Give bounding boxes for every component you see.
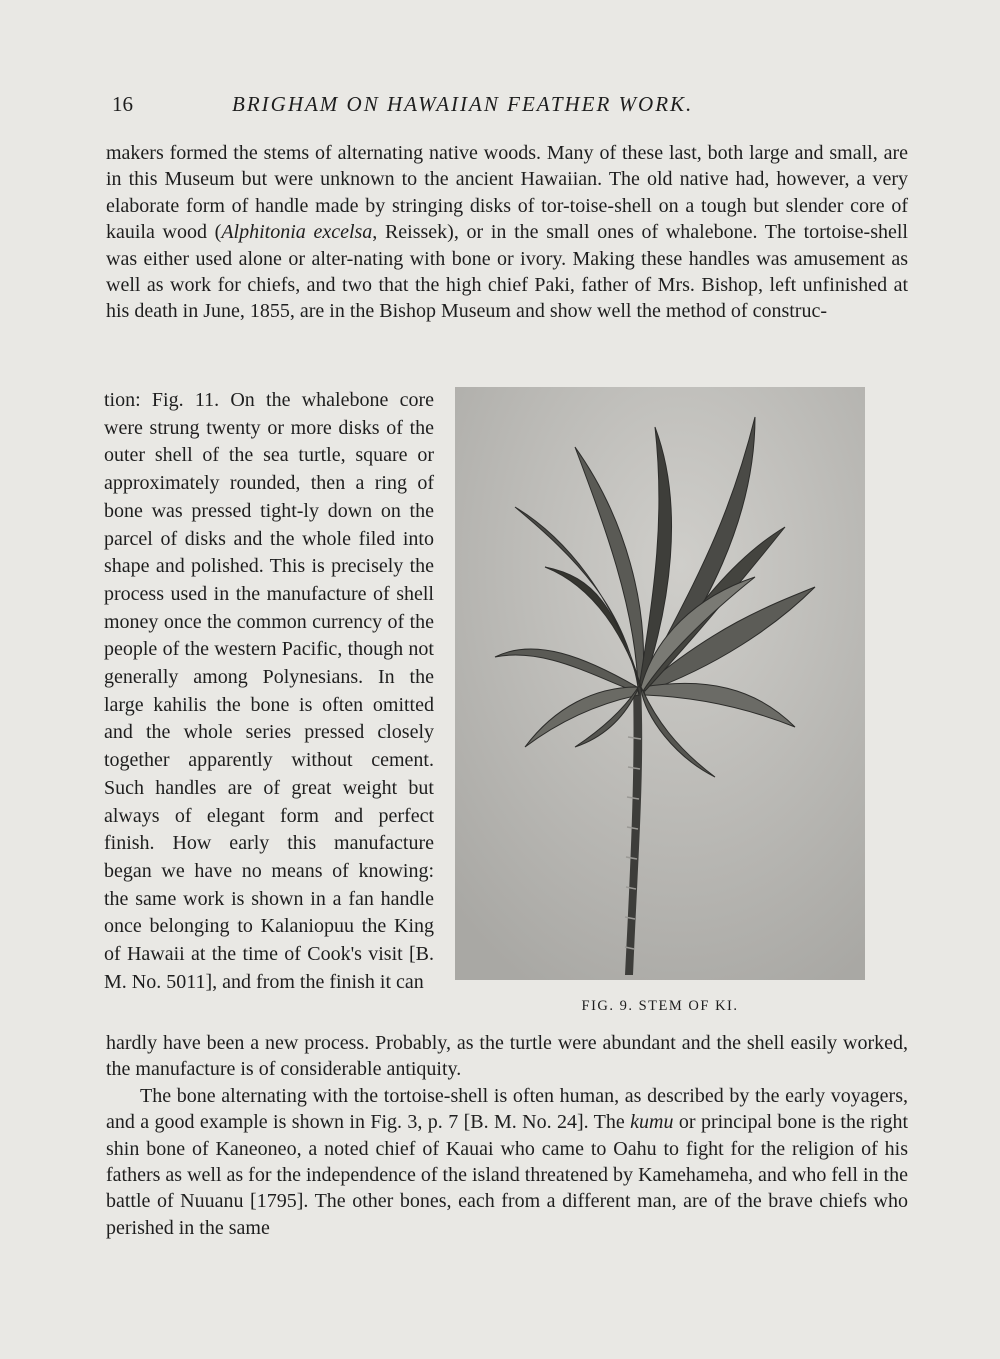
ki-plant-illustration (455, 387, 865, 980)
italic-term: kumu (630, 1111, 674, 1134)
top-text-block (106, 140, 908, 325)
bottom-paragraph-1: hardly have been a new process. Probably, as the turtle were abundant and the shell easily worked, the manufacture is of considerable antiquity. (106, 1032, 908, 1081)
text-run: makers formed the stems of alternating native woods. Many of these last, both large and small, are in this Museum but were unknown to the ancient Hawaiian. The old native had, however, a very elaborate form of handle made by stringing disks of tor-toise-shell on a tough but slender core of kauila wood ( (106, 142, 908, 244)
left-column-text (104, 387, 434, 996)
text-run: , Reissek), or in the small ones of whalebone. The tortoise-shell was either used alone or alter-nating with bone or ivory. Making these handles was amusement as well as work for chiefs, and two that the high chief Paki, father of Mrs. Bishop, left unfinished at his death in June, 1855, are in the Bishop Museum and show well the method of construc- (106, 221, 908, 323)
running-title: BRIGHAM ON HAWAIIAN FEATHER WORK. (232, 92, 694, 116)
figure-photo (455, 387, 865, 980)
figure-caption: FIG. 9. STEM OF KI. (581, 998, 739, 1014)
page-number: 16 (112, 92, 133, 116)
page-header (112, 92, 902, 126)
bottom-paragraph-2 (106, 1083, 908, 1241)
text-run: The bone alternating with the tortoise-shell is often human, as described by the early voyagers, and a good example is shown in Fig. 3, p. 7 [B. M. No. 24]. The (106, 1084, 908, 1134)
left-paragraph: tion: Fig. 11. On the whalebone core were strung twenty or more disks of the outer shell of the sea turtle, square or approximately rounded, then a ring of bone was pressed tight-ly down on the parcel of disks and the whole filed into shape and polished. This is precisely the process used in the manufacture of shell money once the common currency of the people of the western Pacific, though not generally among Polynesians. In the large kahilis the bone is often omitted and the whole series pressed closely together apparently without cement. Such handles are of great weight but always of elegant form and perfect finish. How early this manufacture began we have no means of knowing: the same work is shown in a fan handle once belonging to Kalaniopuu the King of Hawaii at the time of Cook's visit [B. M. No. 5011], and from the finish it can (104, 389, 434, 993)
top-paragraph (106, 140, 908, 325)
italic-species-name: Alphitonia excelsa (221, 221, 373, 244)
text-run: or principal bone is the right shin bone of Kaneoneo, a noted chief of Kauai who came to Oahu to fight for the religion of his fathers as well as for the independence of the island threatened by Kamehameha, and who fell in the battle of Nuuanu [1795]. The other bones, each from a different man, are of the brave chiefs who perished in the same (106, 1111, 909, 1239)
bottom-text-block (106, 1030, 908, 1241)
